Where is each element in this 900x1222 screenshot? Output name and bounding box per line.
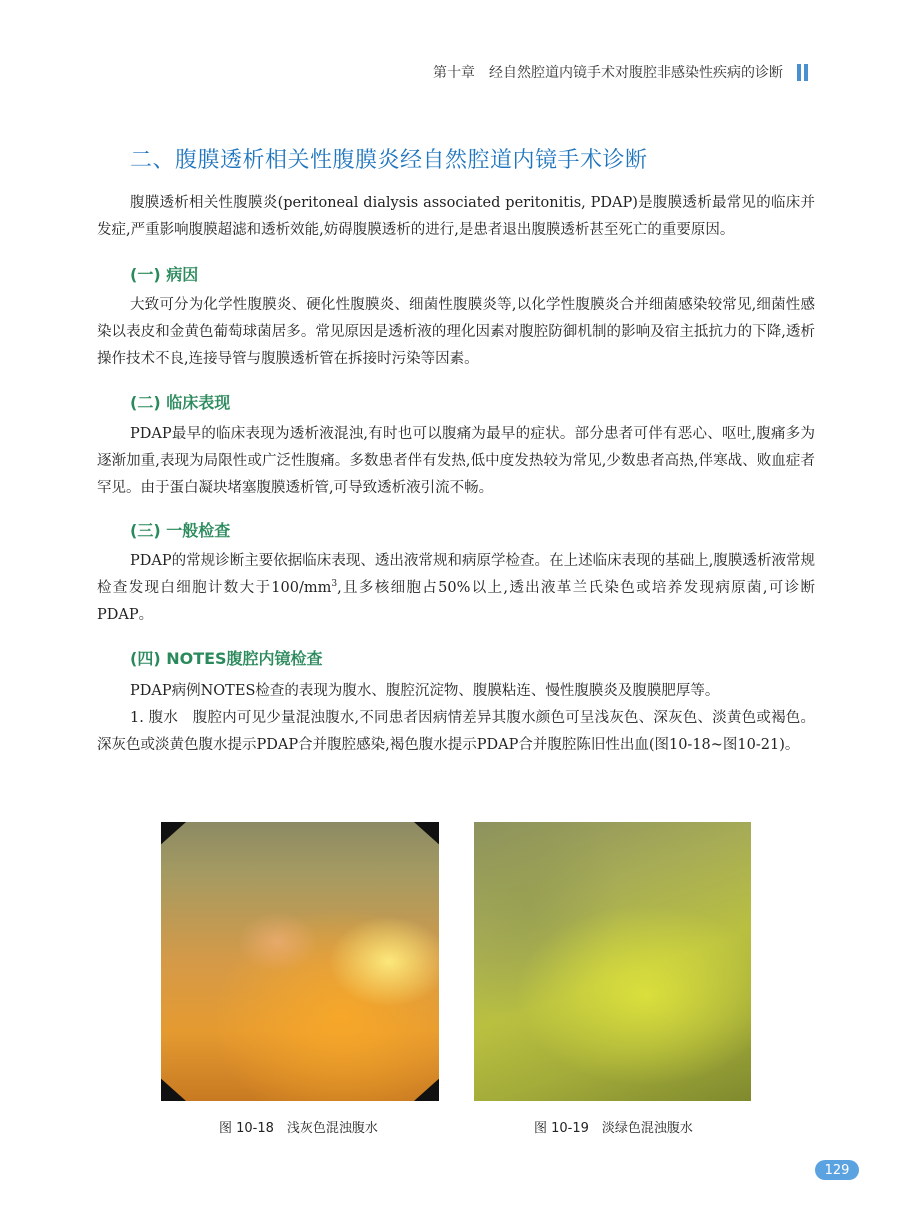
general-exam-text-b: ,且多核细胞占50%以上,透出液革兰氏染色或培养发现病原菌,可诊断PDAP。 bbox=[97, 580, 815, 623]
chapter-title: 第十章 经自然腔道内镜手术对腹腔非感染性疾病的诊断 bbox=[433, 65, 783, 81]
section-title: 二、腹膜透析相关性腹膜炎经自然腔道内镜手术诊断 bbox=[130, 148, 648, 173]
figure-10-19-image bbox=[474, 822, 751, 1101]
heading-etiology: (一) 病因 bbox=[130, 265, 199, 284]
heading-notes-exam: (四) NOTES腹腔内镜检查 bbox=[130, 649, 323, 668]
heading-general-exam: (三) 一般检查 bbox=[130, 521, 231, 540]
ascites-paragraph: 1. 腹水 腹腔内可见少量混浊腹水,不同患者因病情差异其腹水颜色可呈浅灰色、深灰色、淡黄色或褐色。深灰色或淡黄色腹水提示PDAP合并腹腔感染,褐色腹水提示PDAP合并腹腔陈旧性出血(图10-18~图10-21)。 bbox=[97, 710, 815, 753]
header-bar-icon bbox=[797, 64, 808, 81]
general-exam-paragraph bbox=[97, 548, 815, 629]
general-exam-text-a: PDAP的常规诊断主要依据临床表现、透出液常规和病原学检查。在上述临床表现的基础上,腹膜透析液常规检查发现白细胞计数大于100/mm bbox=[97, 553, 815, 596]
etiology-paragraph: 大致可分为化学性腹膜炎、硬化性腹膜炎、细菌性腹膜炎等,以化学性腹膜炎合并细菌感染较常见,细菌性感染以表皮和金黄色葡萄球菌居多。常见原因是透析液的理化因素对腹腔防御机制的影响及宿主抵抗力的下降,透析操作技术不良,连接导管与腹膜透析管在拆接时污染等因素。 bbox=[97, 297, 815, 367]
figure-10-18-caption: 图 10-18 浅灰色混浊腹水 bbox=[219, 1121, 378, 1136]
clinical-paragraph: PDAP最早的临床表现为透析液混浊,有时也可以腹痛为最早的症状。部分患者可伴有恶心、呕吐,腹痛多为逐渐加重,表现为局限性或广泛性腹痛。多数患者伴有发热,低中度发热较为常见,少数患者高热,伴寒战、败血症者罕见。由于蛋白凝块堵塞腹膜透析管,可导致透析液引流不畅。 bbox=[97, 426, 815, 496]
running-header bbox=[433, 62, 808, 82]
notes-exam-paragraph: PDAP病例NOTES检查的表现为腹水、腹腔沉淀物、腹膜粘连、慢性腹膜炎及腹膜肥厚等。 bbox=[130, 683, 720, 699]
figure-10-19-caption: 图 10-19 淡绿色混浊腹水 bbox=[534, 1121, 693, 1136]
intro-paragraph: 腹膜透析相关性腹膜炎(peritoneal dialysis associated peritonitis, PDAP)是腹膜透析最常见的临床并发症,严重影响腹膜超滤和透析效能,妨碍腹膜透析的进行,是患者退出腹膜透析甚至死亡的重要原因。 bbox=[97, 195, 815, 238]
page-number: 129 bbox=[815, 1160, 859, 1180]
general-exam-sup: 3 bbox=[331, 579, 338, 590]
figure-10-18-image bbox=[161, 822, 439, 1101]
heading-clinical: (二) 临床表现 bbox=[130, 393, 231, 412]
